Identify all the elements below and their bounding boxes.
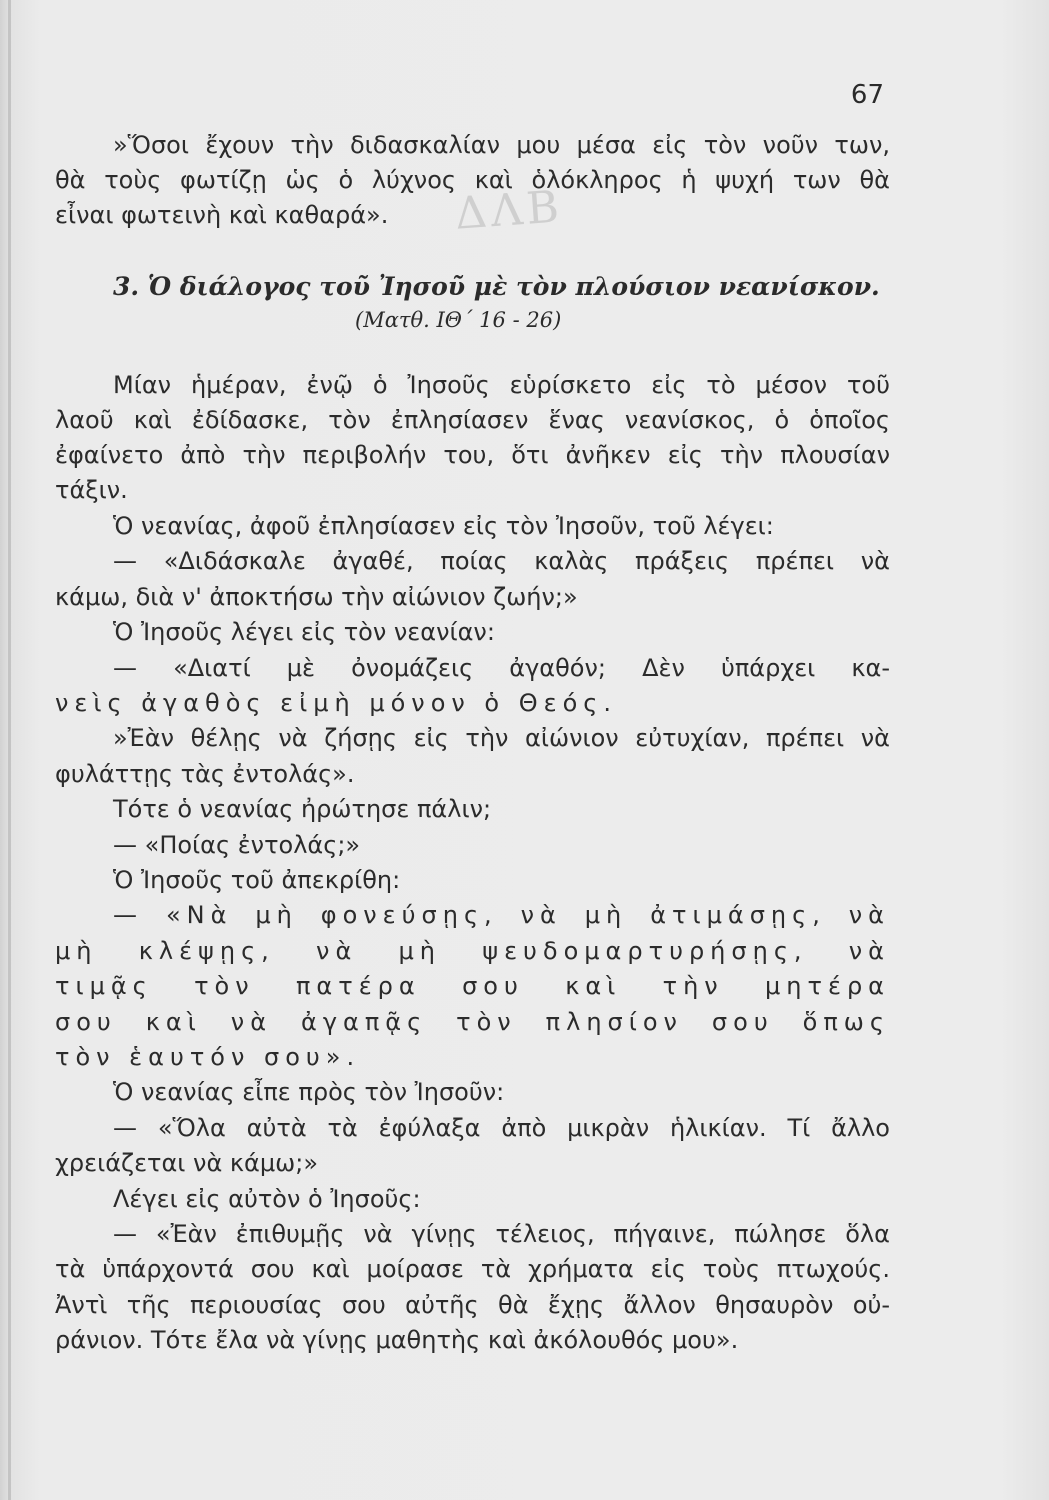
text-line: Ὁ νεανίας, ἀφοῦ ἐπλησίασεν εἰς τὸν Ἰησοῦν, τοῦ λέγει: bbox=[113, 512, 774, 540]
text-line: κάμω, διὰ ν' ἀποκτήσω τὴν αἰώνιον ζωήν;» bbox=[55, 583, 578, 611]
text-line: — «Νὰ μὴ φονεύσῃς, νὰ μὴ ἀτιμάσῃς, νὰ bbox=[113, 901, 890, 929]
text-line: Ὁ Ἰησοῦς τοῦ ἀπεκρίθη: bbox=[113, 866, 401, 894]
text-line: νεὶς ἀγαθὸς εἰμὴ μόνον ὁ Θεός. bbox=[55, 689, 617, 717]
text-line: ἐφαίνετο ἀπὸ τὴν περιβολήν του, ὅτι ἀνῆκεν εἰς τὴν πλουσίαν bbox=[55, 441, 890, 469]
section-reference: (Ματθ. ΙΘ΄ 16 - 26) bbox=[355, 308, 562, 332]
text-line: Ὁ Ἰησοῦς λέγει εἰς τὸν νεανίαν: bbox=[113, 618, 495, 646]
text-line: τὸν ἑαυτόν σου». bbox=[55, 1043, 361, 1071]
text-line: τὰ ὑπάρχοντά σου καὶ μοίρασε τὰ χρήματα εἰς τοὺς πτωχούς. bbox=[55, 1255, 890, 1283]
text-line: εἶναι φωτεινὴ καὶ καθαρά». bbox=[55, 201, 389, 229]
text-line: σου καὶ νὰ ἀγαπᾷς τὸν πλησίον σου ὅπως bbox=[55, 1008, 890, 1036]
section-heading: 3. Ὁ διάλογος τοῦ Ἰησοῦ μὲ τὸν πλούσιον νεανίσκον. bbox=[113, 272, 880, 301]
text-line: Ἀντὶ τῆς περιουσίας σου αὐτῆς θὰ ἔχῃς ἄλλον θησαυρὸν οὐ- bbox=[55, 1291, 890, 1319]
text-line: μὴ κλέψῃς, νὰ μὴ ψευδομαρτυρήσῃς, νὰ bbox=[55, 937, 890, 965]
text-line: Λέγει εἰς αὐτὸν ὁ Ἰησοῦς: bbox=[113, 1185, 421, 1213]
text-line: »Ὅσοι ἔχουν τὴν διδασκαλίαν μου μέσα εἰς τὸν νοῦν των, bbox=[113, 131, 890, 159]
text-line: Τότε ὁ νεανίας ἠρώτησε πάλιν; bbox=[113, 795, 492, 823]
text-line: θὰ τοὺς φωτίζῃ ὡς ὁ λύχνος καὶ ὁλόκληρος ἡ ψυχή των θὰ bbox=[55, 166, 890, 194]
text-line: — «Ὅλα αὐτὰ τὰ ἐφύλαξα ἀπὸ μικρὰν ἡλικίαν. Τί ἄλλο bbox=[113, 1114, 890, 1142]
pencil-annotation: ΔΛΒ bbox=[453, 181, 565, 240]
text-line: τάξιν. bbox=[55, 476, 128, 504]
text-line: χρειάζεται νὰ κάμω;» bbox=[55, 1149, 319, 1177]
text-line: »Ἐὰν θέλῃς νὰ ζήσῃς εἰς τὴν αἰώνιον εὐτυχίαν, πρέπει νὰ bbox=[113, 724, 890, 752]
text-line: — «Διατί μὲ ὀνομάζεις ἀγαθόν; Δὲν ὑπάρχει κα- bbox=[113, 654, 890, 682]
text-line: Μίαν ἡμέραν, ἐνῷ ὁ Ἰησοῦς εὑρίσκετο εἰς τὸ μέσον τοῦ bbox=[113, 371, 890, 399]
text-line: — «Ἐὰν ἐπιθυμῇς νὰ γίνῃς τέλειος, πήγαινε, πώλησε ὅλα bbox=[113, 1220, 890, 1248]
text-line: λαοῦ καὶ ἐδίδασκε, τὸν ἐπλησίασεν ἕνας νεανίσκος, ὁ ὁποῖος bbox=[55, 406, 890, 434]
text-line: Ὁ νεανίας εἶπε πρὸς τὸν Ἰησοῦν: bbox=[113, 1078, 505, 1106]
page-number: 67 bbox=[850, 80, 884, 110]
text-line: τιμᾷς τὸν πατέρα σου καὶ τὴν μητέρα bbox=[55, 972, 890, 1000]
text-line: — «Διδάσκαλε ἀγαθέ, ποίας καλὰς πράξεις πρέπει νὰ bbox=[113, 547, 890, 575]
page-edge-shadow bbox=[8, 0, 11, 1500]
text-line: φυλάττῃς τὰς ἐντολάς». bbox=[55, 760, 355, 788]
text-line: — «Ποίας ἐντολάς;» bbox=[113, 831, 361, 859]
text-line: ράνιον. Τότε ἔλα νὰ γίνῃς μαθητὴς καὶ ἀκόλουθός μου». bbox=[55, 1326, 739, 1354]
